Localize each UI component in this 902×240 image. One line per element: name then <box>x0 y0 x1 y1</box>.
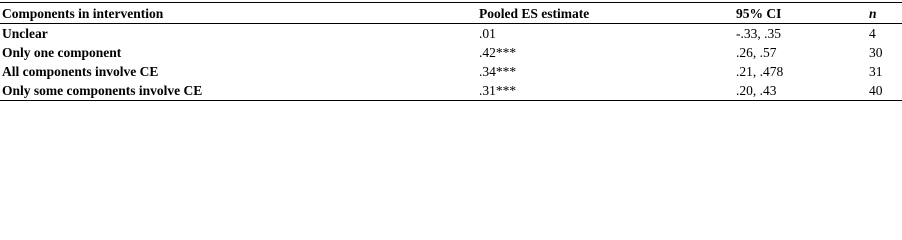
header-pooled-es: Pooled ES estimate <box>479 5 590 21</box>
table-row <box>0 24 902 44</box>
row-n: 30 <box>869 45 883 60</box>
table-row <box>0 81 902 101</box>
header-n: n <box>869 5 877 21</box>
row-label: Only one component <box>2 45 122 60</box>
results-table <box>0 2 902 101</box>
row-ci: .20, .43 <box>736 83 777 98</box>
header-row <box>0 3 902 24</box>
row-pooled-es: .01 <box>479 26 496 41</box>
header-components: Components in intervention <box>2 5 164 21</box>
row-n: 40 <box>869 83 883 98</box>
row-pooled-es: .42*** <box>479 45 517 60</box>
row-ci: .26, .57 <box>736 45 777 60</box>
row-ci: .21, .478 <box>736 64 784 79</box>
row-ci: -.33, .35 <box>736 26 781 41</box>
table-row <box>0 43 902 62</box>
table-body <box>0 24 902 101</box>
row-pooled-es: .31*** <box>479 83 517 98</box>
row-label: Only some components involve CE <box>2 83 203 98</box>
row-pooled-es: .34*** <box>479 64 517 79</box>
row-label: All components involve CE <box>2 64 159 79</box>
table-row <box>0 62 902 81</box>
header-ci: 95% CI <box>736 5 782 21</box>
table-header <box>0 3 902 24</box>
row-n: 31 <box>869 64 883 79</box>
results-table-container <box>0 0 902 114</box>
row-label: Unclear <box>2 26 48 41</box>
row-n: 4 <box>869 26 876 41</box>
